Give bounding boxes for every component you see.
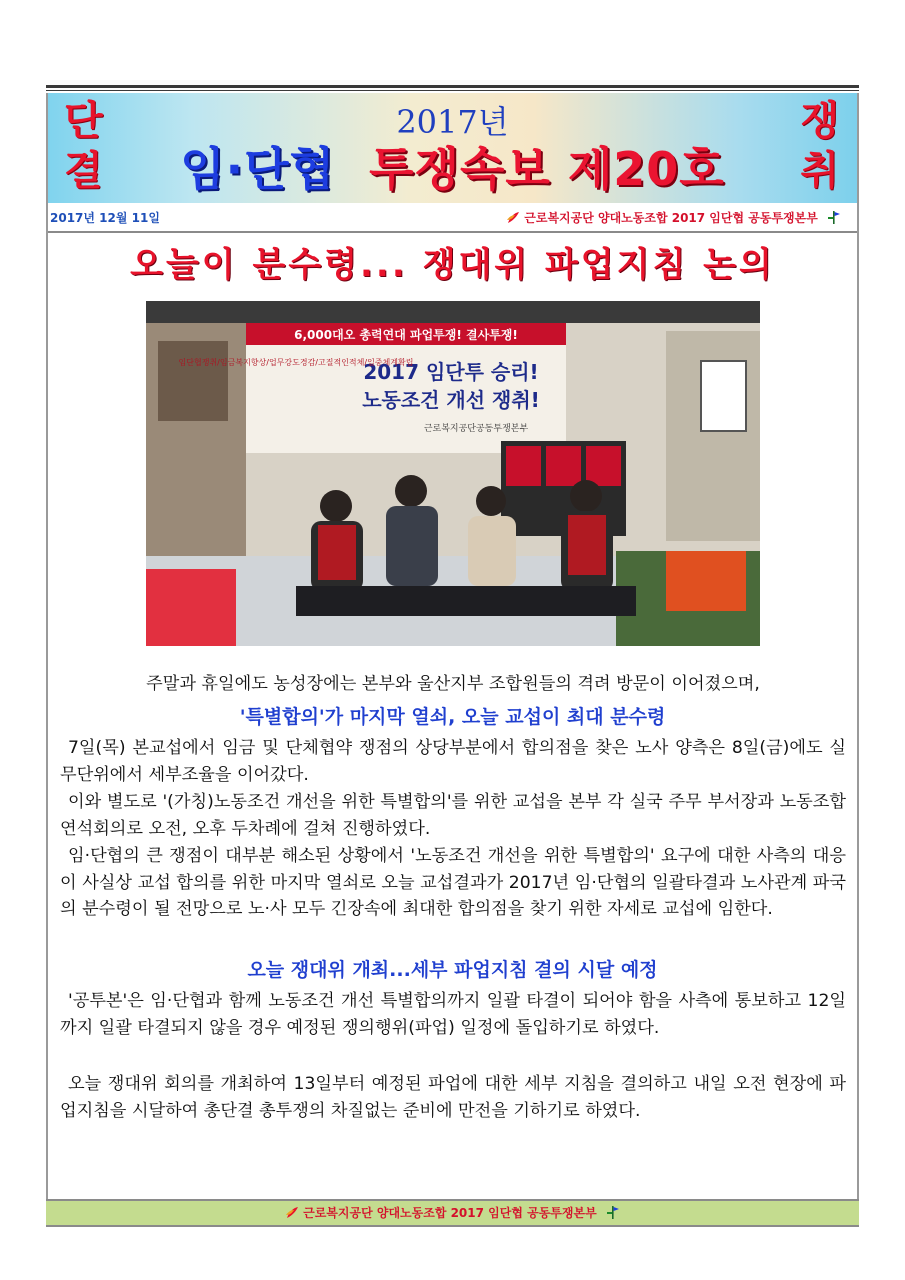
banner-left-slogans: 임단협쟁취/임금복지향상/업무강도경감/고질적인적체/일중체계확립	[178, 358, 414, 367]
masthead-headline	[46, 141, 859, 197]
banner-org: 근로복지공단공동투쟁본부	[423, 424, 529, 434]
footer-flag-icon	[606, 1206, 620, 1219]
paragraph-1: 주말과 휴일에도 농성장에는 본부와 울산지부 조합원들의 격려 방문이 이어졌으며,	[146, 674, 760, 694]
footer-union-logo-icon	[285, 1206, 299, 1219]
masthead-right-top: 쟁	[800, 97, 839, 144]
masthead-year: 2017년	[396, 103, 509, 141]
issue-date: 2017년 12월 11일	[50, 211, 160, 225]
masthead	[46, 93, 859, 203]
banner-line-1: 2017 임단투 승리!	[363, 360, 539, 384]
paragraph-6: 오늘 쟁대위 회의를 개최하여 13일부터 예정된 파업에 대한 세부 지침을 결의하고 내일 오전 현장에 파업지침을 시달하여 총단결 총투쟁의 차질없는 준비에 만전을 기하기로 하였다.	[60, 1074, 846, 1121]
top-rule-thin	[46, 90, 859, 91]
issuer-line	[506, 209, 841, 226]
article-title: 오늘이 분수령... 쟁대위 파업지침 논의	[130, 245, 775, 285]
article-photo	[146, 301, 760, 646]
flag-icon	[827, 211, 841, 224]
union-logo-icon	[506, 211, 520, 224]
masthead-right-bottom: 취	[800, 147, 839, 194]
headline-red: 투쟁속보 제20호	[369, 142, 725, 196]
top-rule	[46, 85, 859, 88]
paragraph-3: 이와 별도로 '(가칭)노동조건 개선을 위한 특별합의'를 위한 교섭을 본부 각 실국 주무 부서장과 노동조합 연석회의로 오전, 오후 두차례에 걸쳐 진행하였다.	[60, 792, 846, 839]
info-bar	[46, 203, 859, 231]
masthead-left-bottom: 결	[64, 147, 103, 194]
footer-org: 근로복지공단 양대노동조합 2017 임단협 공동투쟁본부	[303, 1206, 597, 1220]
paragraph-4: 임·단협의 큰 쟁점이 대부분 해소된 상황에서 '노동조건 개선을 위한 특별합의' 요구에 대한 사측의 대응이 사실상 교섭 합의를 위한 마지막 열쇠로 오늘 교섭결과가 2017년 임·단협의 일괄타결과 노사관계 파국의 분수령이 될 전망으로 노·사 모두 긴장속에 최대한 합의점을 찾기 위한 자세로 교섭에 임한다.	[60, 846, 846, 919]
subheading-2: 오늘 쟁대위 개최...세부 파업지침 결의 시달 예정	[247, 959, 658, 981]
paragraph-2: 7일(목) 본교섭에서 임금 및 단체협약 쟁점의 상당부분에서 합의점을 찾은 노사 양측은 8일(금)에도 실무단위에서 세부조율을 이어갔다.	[60, 738, 846, 785]
banner-top-text: 6,000대오 총력연대 파업투쟁! 결사투쟁!	[294, 328, 518, 342]
footer-bar	[46, 1199, 859, 1227]
banner-line-2: 노동조건 개선 쟁취!	[362, 388, 540, 412]
newsletter-page	[46, 85, 859, 1227]
paragraph-5: '공투본'은 임·단협과 함께 노동조건 개선 특별합의까지 일괄 타결이 되어야 함을 사측에 통보하고 12일까지 일괄 타결되지 않을 경우 예정된 쟁의행위(파업) 일정에 돌입하기로 하였다.	[60, 991, 846, 1038]
masthead-left-top: 단	[64, 97, 103, 144]
header-divider	[46, 231, 859, 233]
headline-blue: 임·단협	[180, 142, 336, 196]
subheading-1: '특별합의'가 마지막 열쇠, 오늘 교섭이 최대 분수령	[239, 706, 666, 728]
sit-in-photo	[146, 301, 760, 646]
issuer-name: 근로복지공단 양대노동조합 2017 임단협 공동투쟁본부	[524, 211, 818, 225]
